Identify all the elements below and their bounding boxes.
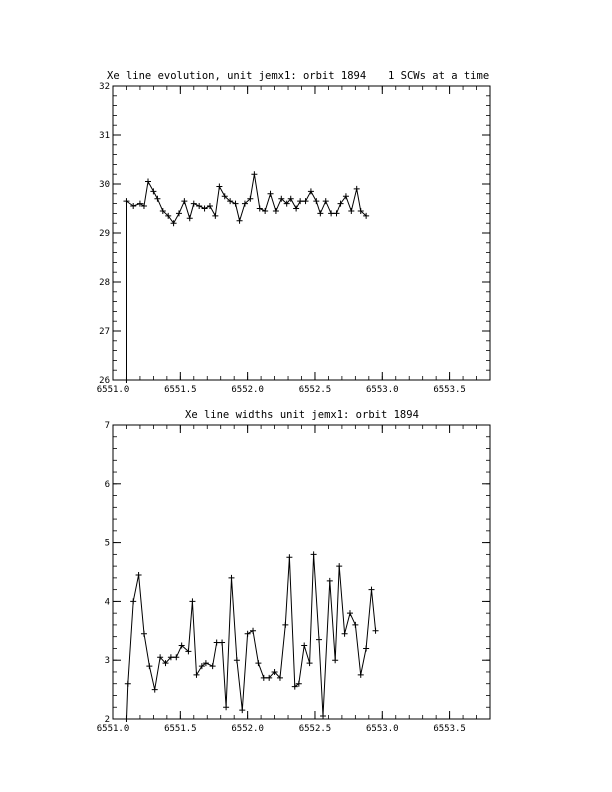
chart-2-data-point [125, 681, 131, 687]
chart-1-data-point [303, 198, 309, 204]
chart-2-data-point [301, 643, 307, 649]
chart-2-x-tick-label: 6552.0 [231, 724, 264, 734]
chart-1-data-point [176, 210, 182, 216]
chart-1-data-point [196, 203, 202, 209]
chart-2-x-tick-label: 6553.0 [366, 724, 399, 734]
chart-2-data-point [311, 551, 317, 557]
chart-1-data-point [348, 208, 354, 214]
chart-2-data-point [146, 663, 152, 669]
chart-2-data-point [261, 675, 267, 681]
chart-2-frame [113, 425, 490, 719]
chart-1-data-point [207, 203, 213, 209]
chart-1-series-line [127, 174, 367, 380]
chart-2-data-point [358, 672, 364, 678]
chart-2-x-tick-label: 6551.0 [96, 724, 130, 734]
chart-1-y-tick-label: 30 [99, 180, 110, 190]
chart-2-data-point [152, 687, 158, 693]
chart-2-data-point [189, 598, 195, 604]
chart-1-data-point [150, 188, 156, 194]
chart-1-x-tick-label: 6552.0 [231, 385, 264, 395]
chart-2-x-tick-label: 6551.5 [164, 724, 197, 734]
chart-2-y-tick-label: 4 [104, 597, 110, 608]
chart-1-y-tick-label: 28 [99, 278, 110, 288]
chart-1-data-point [233, 201, 239, 207]
chart-2-data-point [223, 704, 229, 710]
chart-1-x-tick-label: 6553.0 [366, 385, 399, 395]
chart-1-y-tick-label: 31 [99, 131, 110, 141]
chart-1-data-point [293, 206, 299, 212]
chart-1-data-point [191, 201, 197, 207]
chart-1-x-tick-label: 6551.5 [164, 385, 197, 395]
chart-2-data-point [234, 657, 240, 663]
chart-2-data-point [214, 640, 220, 646]
chart-1-data-point [251, 171, 257, 177]
chart-1-x-tick-label: 6553.5 [433, 385, 466, 395]
chart-2-data-point [369, 587, 375, 593]
chart-1-data-point [268, 191, 274, 197]
chart-2-data-point [136, 572, 142, 578]
chart-2-data-point [342, 631, 348, 637]
chart-1-data-point [123, 377, 129, 383]
chart-2-y-tick-label: 5 [104, 538, 110, 549]
chart-2-y-tick-label: 3 [104, 656, 110, 667]
chart-1-subtitle: 1 SCWs at a time [388, 70, 490, 82]
chart-1-data-point [145, 179, 151, 185]
chart-2-data-point [130, 598, 136, 604]
chart-2-data-point [373, 628, 379, 634]
chart-2-y-tick-label: 2 [104, 715, 110, 725]
chart-1-x-tick-label: 6552.5 [298, 385, 332, 395]
chart-1-y-tick-label: 32 [99, 82, 110, 92]
chart-2-data-point [193, 672, 199, 678]
chart-2-data-point [327, 578, 333, 584]
chart-1-y-tick-label: 26 [99, 376, 110, 386]
chart-2-data-point [316, 637, 322, 643]
chart-2-data-point [352, 622, 358, 628]
chart-2-data-point [250, 628, 256, 634]
chart-2-data-point [282, 622, 288, 628]
chart-1-data-point [187, 215, 193, 221]
chart-1-data-point [323, 198, 329, 204]
chart-1-data-point [297, 198, 303, 204]
chart-2-data-point [320, 713, 326, 719]
chart-2-data-point [286, 554, 292, 560]
chart-1-data-point [202, 206, 208, 212]
chart-1-data-point [354, 186, 360, 192]
chart-1-data-point [328, 210, 334, 216]
chart-1-frame [113, 86, 490, 380]
chart-2-data-point [123, 716, 129, 722]
chart-1-data-point [308, 188, 314, 194]
chart-2-data-point [307, 660, 313, 666]
chart-1-data-point [317, 210, 323, 216]
chart-2-data-point [219, 640, 225, 646]
chart-2-x-tick-label: 6552.5 [298, 724, 332, 734]
chart-1-data-point [237, 218, 243, 224]
chart-2-series-line [127, 554, 376, 719]
chart-2-data-point [173, 654, 179, 660]
chart-1-data-point [257, 206, 263, 212]
chart-2-data-point [255, 660, 261, 666]
chart-1-data-point [216, 183, 222, 189]
chart-1-y-tick-label: 27 [99, 327, 110, 337]
chart-1-title: Xe line evolution, unit jemx1: orbit 1894 [107, 70, 367, 82]
chart-1-data-point [262, 208, 268, 214]
chart-2-data-point [336, 563, 342, 569]
chart-1-data-point [154, 196, 160, 202]
chart-2-y-tick-label: 6 [104, 479, 110, 490]
chart-1-data-point [212, 213, 218, 219]
chart-1-data-point [273, 208, 279, 214]
chart-2-data-point [228, 575, 234, 581]
chart-2-data-point [239, 707, 245, 713]
chart-2-data-point [245, 631, 251, 637]
chart-2-data-point [347, 610, 353, 616]
chart-2-data-point [210, 663, 216, 669]
chart-1-y-tick-label: 29 [99, 229, 110, 239]
chart-1-data-point [334, 210, 340, 216]
chart-2-title: Xe line widths unit jemx1: orbit 1894 [185, 409, 419, 421]
chart-2-y-tick-label: 7 [104, 421, 110, 431]
chart-2-x-tick-label: 6553.5 [433, 724, 466, 734]
chart-2-data-point [363, 645, 369, 651]
chart-2-data-point [141, 631, 147, 637]
chart-1-data-point [181, 198, 187, 204]
chart-2-data-point [332, 657, 338, 663]
chart-1-data-point [313, 198, 319, 204]
chart-1-x-tick-label: 6551.0 [96, 385, 130, 395]
